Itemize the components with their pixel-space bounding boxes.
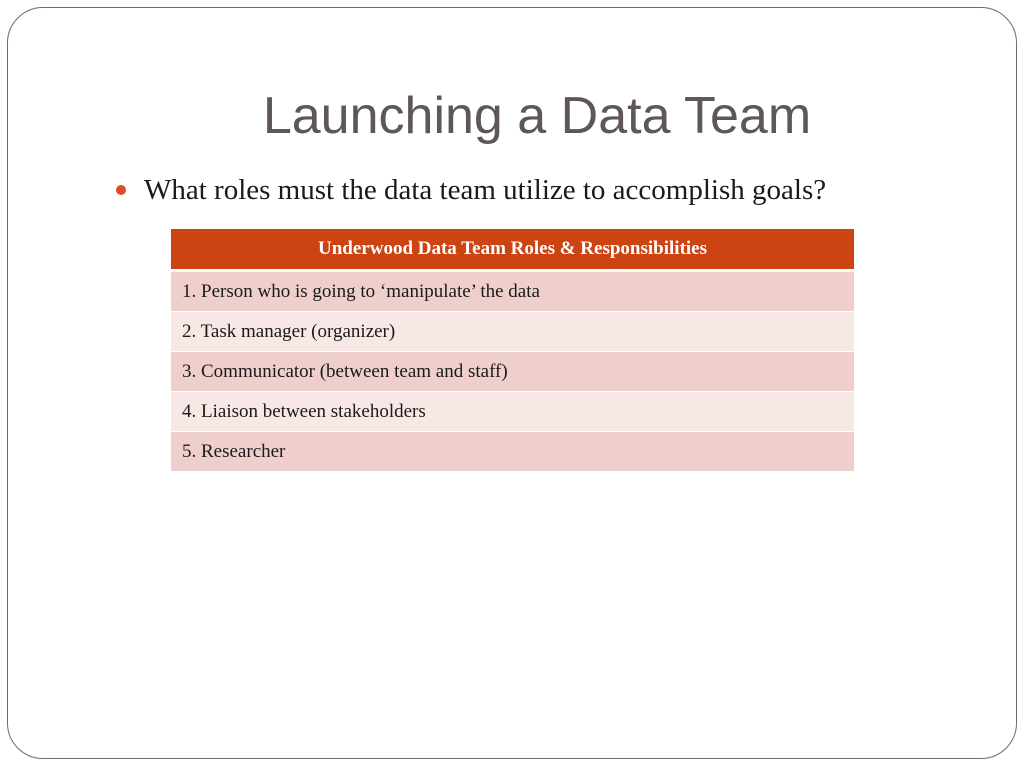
slide-title: Launching a Data Team bbox=[262, 87, 812, 145]
table-row bbox=[171, 312, 854, 352]
table-row bbox=[171, 352, 854, 392]
table-row bbox=[171, 272, 854, 312]
bullet-item bbox=[116, 170, 826, 210]
table-cell-role-1: 1. Person who is going to ‘manipulate’ the data bbox=[171, 272, 854, 312]
table-header-cell: Underwood Data Team Roles & Responsibilities bbox=[171, 229, 854, 272]
table-header-row bbox=[171, 229, 854, 272]
roles-table bbox=[171, 229, 854, 472]
table-cell-role-4: 4. Liaison between stakeholders bbox=[171, 392, 854, 432]
table-cell-role-3: 3. Communicator (between team and staff) bbox=[171, 352, 854, 392]
table-cell-role-5: 5. Researcher bbox=[171, 432, 854, 472]
bullet-dot-icon bbox=[116, 185, 126, 195]
table-cell-role-2: 2. Task manager (organizer) bbox=[171, 312, 854, 352]
table-row bbox=[171, 432, 854, 472]
table-row bbox=[171, 392, 854, 432]
bullet-text: What roles must the data team utilize to accomplish goals? bbox=[144, 173, 827, 206]
